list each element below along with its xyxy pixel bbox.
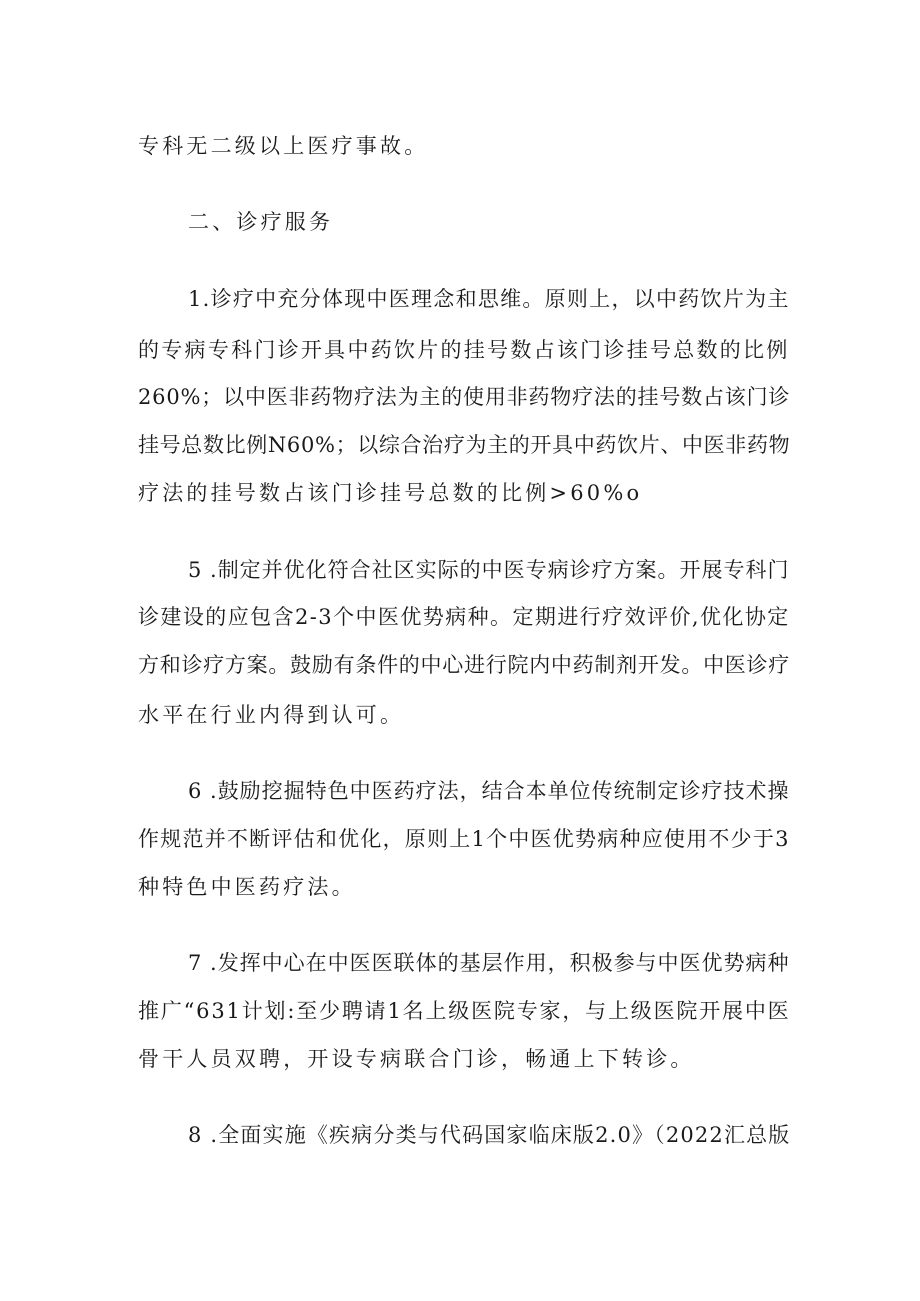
text-line: 7 .发挥中心在中医医联体的基层作用，积极参与中医优势病种 — [188, 951, 790, 975]
text-line: 种特色中医药疗法。 — [138, 875, 356, 899]
section-heading: 二、诊疗服务 — [188, 210, 334, 234]
text-line: 专科无二级以上医疗事故。 — [138, 134, 429, 158]
text-line: 挂号总数比例N60%；以综合治疗为主的开具中药饮片、中医非药物 — [138, 433, 791, 457]
text-line: 诊建设的应包含2-3个中医优势病种。定期进行疗效评价,优化协定 — [138, 605, 790, 629]
text-line: 推广“631计划:至少聘请1名上级医院专家，与上级医院开展中医 — [138, 999, 791, 1023]
text-line: 8 .全面实施《疾病分类与代码国家临床版2.0》（2022汇总版 — [188, 1123, 791, 1147]
text-line: 6 .鼓励挖掘特色中医药疗法，结合本单位传统制定诊疗技术操 — [188, 779, 790, 803]
text-line: 260%；以中医非药物疗法为主的使用非药物疗法的挂号数占该门诊 — [138, 385, 791, 409]
text-line: 方和诊疗方案。鼓励有条件的中心进行院内中药制剂开发。中医诊疗 — [138, 653, 790, 677]
text-line: 骨干人员双聘，开设专病联合门诊，畅通上下转诊。 — [138, 1047, 695, 1071]
text-line: 作规范并不断评估和优化，原则上1个中医优势病种应使用不少于3 — [138, 827, 790, 851]
text-line: 水平在行业内得到认可。 — [138, 703, 405, 727]
text-line: 疗法的挂号数占该门诊挂号总数的比例>60%o — [138, 481, 643, 505]
text-line: 1.诊疗中充分体现中医理念和思维。原则上，以中药饮片为主 — [188, 287, 790, 311]
text-line: 的专病专科门诊开具中药饮片的挂号数占该门诊挂号总数的比例 — [138, 338, 790, 362]
text-line: 5 .制定并优化符合社区实际的中医专病诊疗方案。开展专科门 — [188, 558, 790, 582]
